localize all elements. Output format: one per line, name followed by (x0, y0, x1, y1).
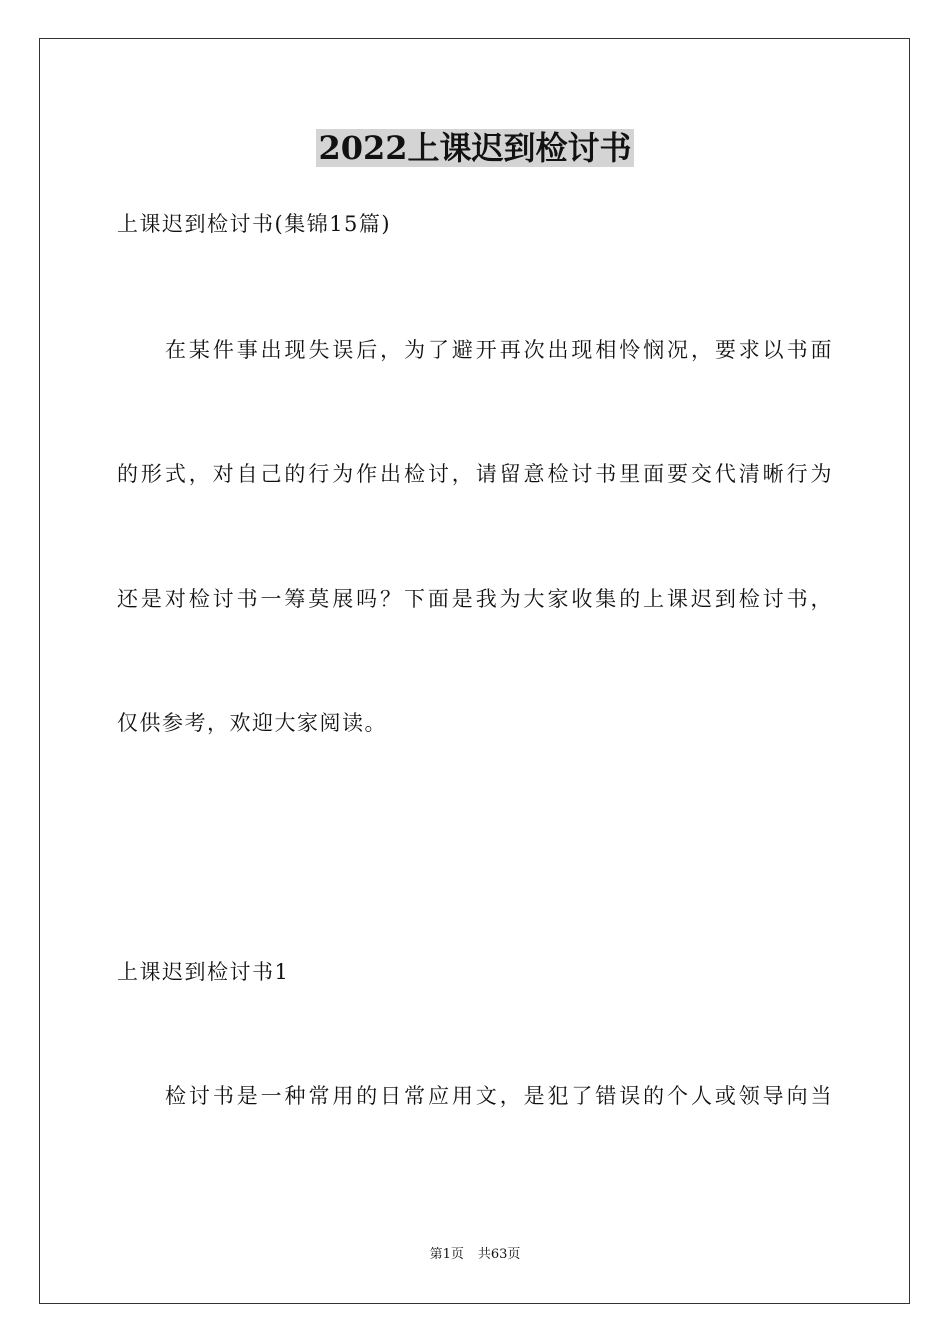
paragraph-line: 在某件事出现失误后，为了避开再次出现相怜悯况，要求以书面 (165, 338, 833, 362)
paragraph-line: 还是对检讨书一筹莫展吗？下面是我为大家收集的上课迟到检讨书， (117, 587, 833, 611)
page-total: 共63页 (477, 1247, 521, 1262)
document-title (0, 124, 950, 172)
paragraph-line: 的形式，对自己的行为作出检讨，请留意检讨书里面要交代清晰行为 (117, 462, 833, 486)
section-heading: 上课迟到检讨书1 (117, 960, 290, 984)
page-number: 第1页 (429, 1247, 464, 1262)
paragraph-line: 仅供参考，欢迎大家阅读。 (117, 711, 387, 735)
document-subtitle: 上课迟到检讨书(集锦15篇) (117, 212, 392, 236)
page-footer (0, 1246, 950, 1264)
document-title-text: 2022上课迟到检讨书 (318, 129, 632, 167)
paragraph-line: 检讨书是一种常用的日常应用文，是犯了错误的个人或领导向当 (165, 1084, 833, 1108)
